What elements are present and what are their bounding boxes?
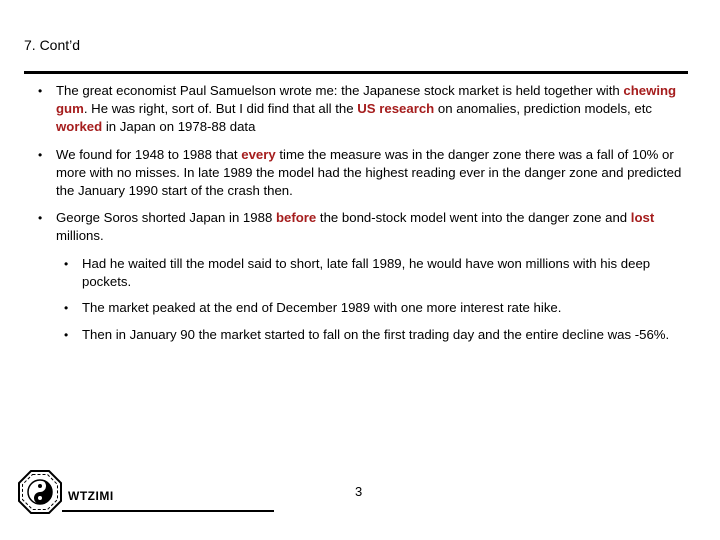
bullet-soros bbox=[38, 209, 696, 245]
bullet-text: time the measure was in the danger zone there was a fall of 10% or more with no misses. In late 1989 the model had the highest reading ever in the danger zone and predicted the January 1990 start of the crash then. bbox=[56, 147, 682, 198]
bullet-dot: • bbox=[38, 211, 43, 225]
bullet-text: We found for 1948 to 1988 that bbox=[56, 147, 242, 162]
bullet-dot: • bbox=[64, 301, 69, 315]
sub-bullet-text: Then in January 90 the market started to fall on the first trading day and the entire decline was -56%. bbox=[82, 327, 670, 342]
bullet-text: George Soros shorted Japan in 1988 bbox=[56, 210, 276, 225]
bullet-text: the bond-stock model went into the danger zone and bbox=[316, 210, 631, 225]
page-number: 3 bbox=[355, 484, 363, 499]
highlight-chewing-gum: chewing gum bbox=[56, 83, 677, 116]
highlight-lost: lost bbox=[630, 210, 655, 225]
highlight-us-research: US research bbox=[357, 101, 435, 116]
highlight-every: every bbox=[241, 147, 276, 162]
logo-wordmark: WTZIMI bbox=[68, 489, 114, 503]
bullet-text: millions. bbox=[56, 228, 104, 243]
bullet-dot: • bbox=[38, 148, 43, 162]
highlight-worked: worked bbox=[56, 119, 103, 134]
sub-bullet-text: Had he waited till the model said to short, late fall 1989, he would have won millions with his deep pockets. bbox=[82, 256, 651, 289]
bullet-dot: • bbox=[64, 328, 69, 342]
octagon-logo-icon bbox=[18, 470, 62, 514]
footer-divider bbox=[62, 510, 274, 512]
sub-bullet-peak bbox=[64, 299, 692, 317]
bullet-text: The great economist Paul Samuelson wrote me: the Japanese stock market is held together with bbox=[56, 83, 624, 98]
highlight-before: before bbox=[275, 210, 317, 225]
sub-bullet-decline bbox=[64, 326, 692, 344]
slide-title: 7. Cont’d bbox=[24, 37, 81, 53]
bullet-dot: • bbox=[38, 84, 43, 98]
title-divider bbox=[24, 71, 688, 74]
bullet-text: on anomalies, prediction models, etc bbox=[434, 101, 652, 116]
bullet-danger-zone bbox=[38, 146, 696, 200]
sub-bullet-text: The market peaked at the end of December 1989 with one more interest rate hike. bbox=[82, 300, 562, 315]
sub-bullet-waited bbox=[64, 255, 692, 291]
bullet-dot: • bbox=[64, 257, 69, 271]
bullet-samuelson bbox=[38, 82, 696, 136]
bullet-text: in Japan on 1978-88 data bbox=[102, 119, 256, 134]
bullet-text: . He was right, sort of. But I did find that all the bbox=[83, 101, 358, 116]
